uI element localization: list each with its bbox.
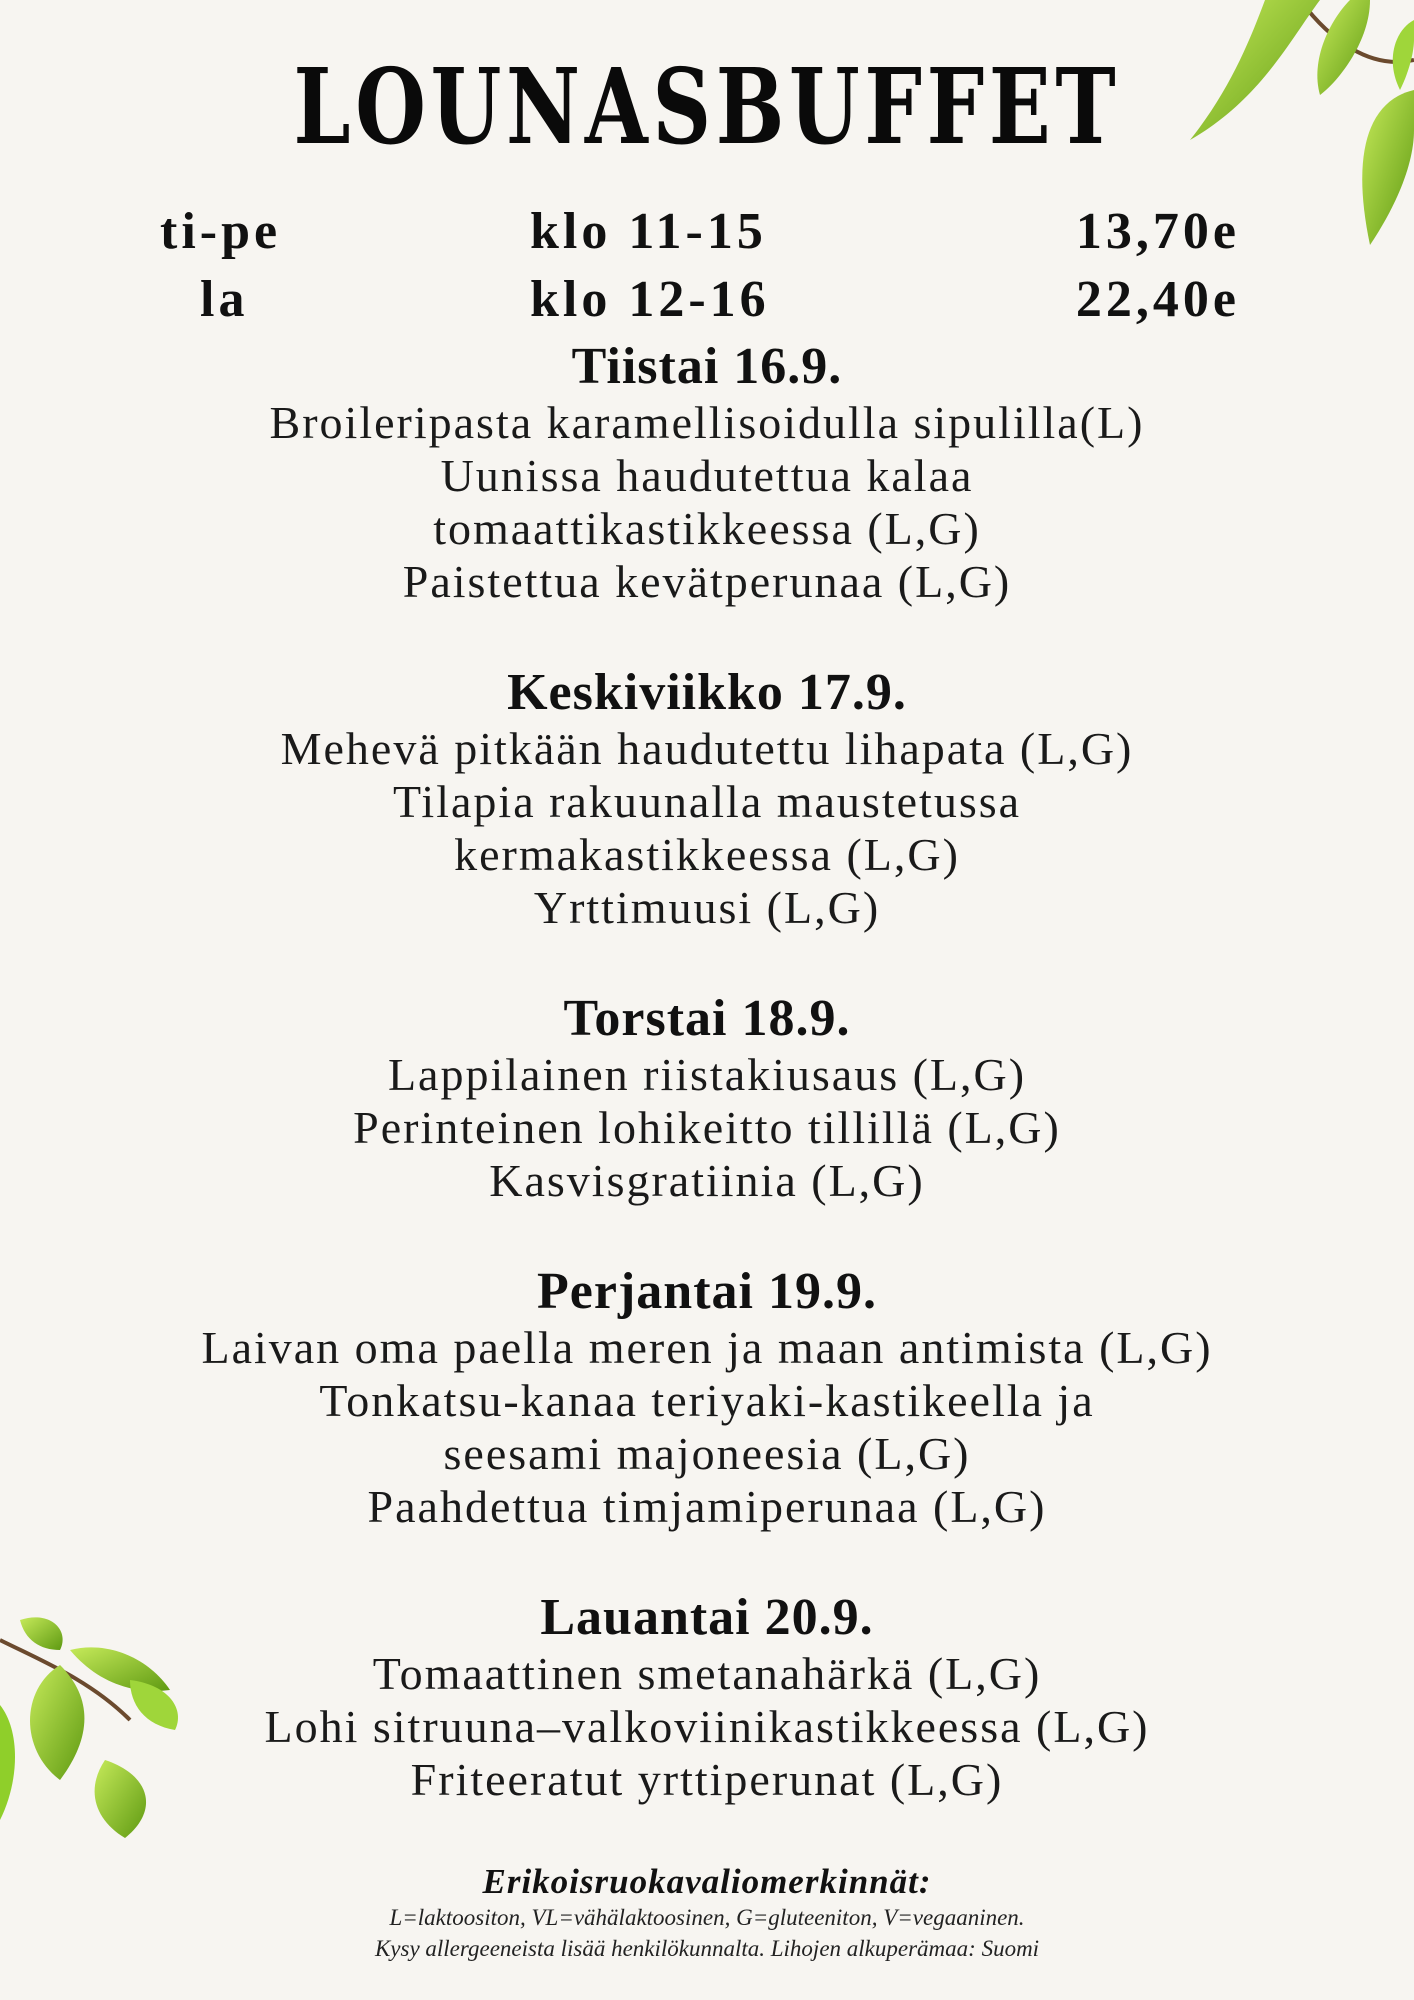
dish-item: Mehevä pitkään haudutettu lihapata (L,G)	[280, 723, 1134, 774]
dish-item: Laivan oma paella meren ja maan antimista (L,G)	[201, 1322, 1213, 1373]
dish-item: Paahdettua timjamiperunaa (L,G)	[367, 1481, 1047, 1532]
day-friday	[0, 1263, 1414, 1533]
hours-row-weekdays	[150, 203, 1240, 274]
weekly-menu	[0, 338, 1414, 1862]
dish-item: Kasvisgratiinia (L,G)	[489, 1155, 925, 1206]
dish-item: kermakastikkeessa (L,G)	[454, 829, 960, 880]
diet-notes-legend: L=laktoositon, VL=vähälaktoosinen, G=gluteeniton, V=vegaaninen.	[389, 1905, 1025, 1930]
hours-time: klo 12-16	[530, 271, 770, 328]
hours-price: 22,40e	[1075, 271, 1240, 328]
dish-item: Tonkatsu-kanaa teriyaki-kastikeella ja	[319, 1375, 1095, 1426]
dish-item: seesami majoneesia (L,G)	[443, 1428, 971, 1479]
diet-notes-allergens: Kysy allergeeneista lisää henkilökunnalta. Lihojen alkuperämaa: Suomi	[374, 1936, 1040, 1961]
day-title: Tiistai 16.9.	[571, 338, 843, 395]
dish-item: Tomaattinen smetanahärkä (L,G)	[372, 1648, 1042, 1699]
dish-item: Paistettua kevätperunaa (L,G)	[402, 556, 1012, 607]
dish-item: Yrttimuusi (L,G)	[533, 882, 881, 933]
day-title: Keskiviikko 17.9.	[507, 664, 907, 721]
diet-notes	[0, 1862, 1414, 1964]
hours-time: klo 11-15	[530, 203, 767, 260]
dish-item: Friteeratut yrttiperunat (L,G)	[410, 1754, 1004, 1805]
day-tuesday	[0, 338, 1414, 608]
day-title: Perjantai 19.9.	[537, 1263, 877, 1320]
dish-item: tomaattikastikkeessa (L,G)	[433, 503, 981, 554]
day-saturday	[0, 1589, 1414, 1806]
hours-row-saturday	[150, 271, 1240, 342]
diet-notes-title: Erikoisruokavaliomerkinnät:	[482, 1862, 932, 1901]
dish-item: Lappilainen riistakiusaus (L,G)	[387, 1049, 1027, 1100]
dish-item: Lohi sitruuna–valkoviinikastikkeessa (L,G)	[264, 1701, 1150, 1752]
hours-price: 13,70e	[1075, 203, 1240, 260]
page-title: LOUNASBUFFET	[293, 45, 1121, 168]
dish-item: Uunissa haudutettua kalaa	[440, 450, 974, 501]
dish-item: Perinteinen lohikeitto tillillä (L,G)	[353, 1102, 1061, 1153]
day-title: Lauantai 20.9.	[540, 1589, 874, 1646]
opening-hours	[150, 203, 1240, 342]
hours-days: ti-pe	[160, 203, 282, 260]
day-thursday	[0, 990, 1414, 1207]
dish-item: Tilapia rakuunalla maustetussa	[392, 776, 1022, 827]
day-title: Torstai 18.9.	[563, 990, 851, 1047]
hours-days: la	[200, 271, 249, 328]
day-wednesday	[0, 664, 1414, 934]
dish-item: Broileripasta karamellisoidulla sipulilla(L)	[269, 397, 1145, 448]
